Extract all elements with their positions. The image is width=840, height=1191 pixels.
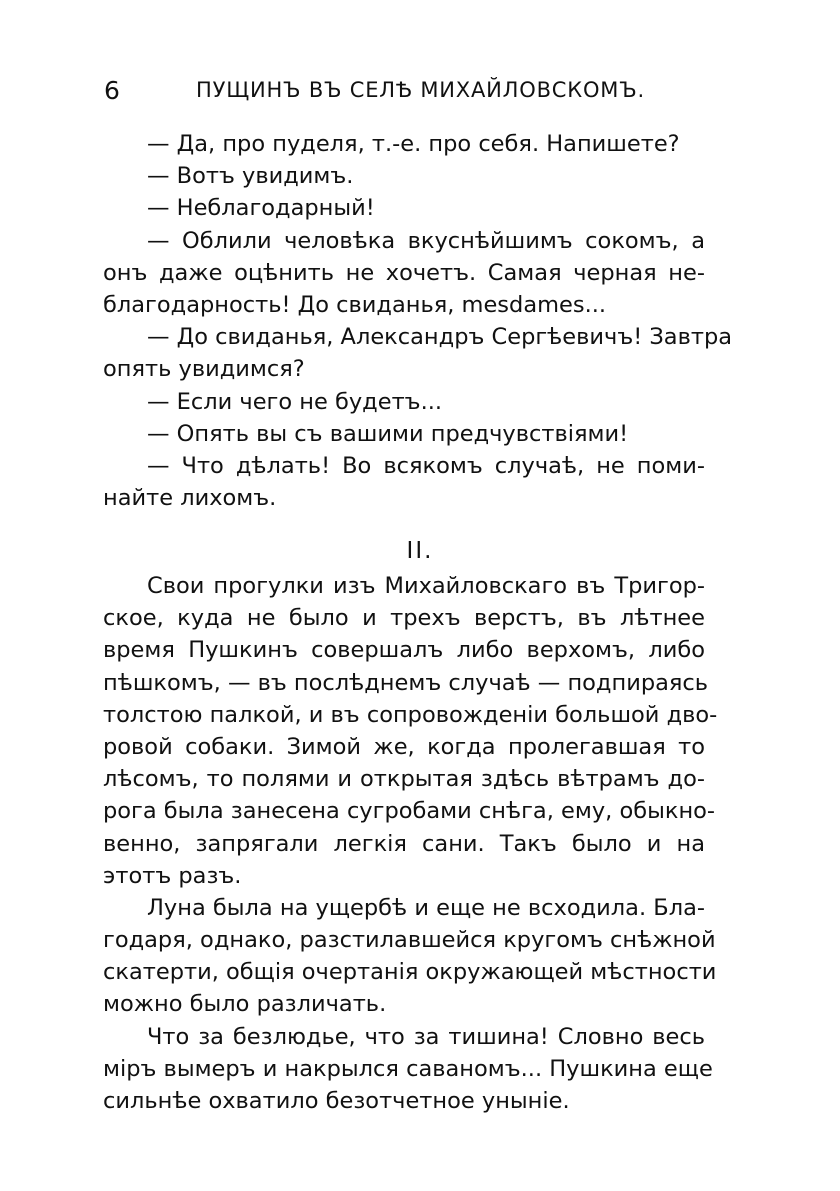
page-number: 6 bbox=[104, 76, 120, 105]
text-line: пѣшкомъ, — въ послѣднемъ случаѣ — подпираясь bbox=[103, 669, 709, 696]
text-line: толстою палкой, и въ сопровожденіи большой дво- bbox=[103, 701, 718, 728]
text-line: найте лихомъ. bbox=[103, 485, 277, 512]
text-line: сильнѣе охватило безотчетное уныніе. bbox=[103, 1088, 570, 1114]
text-line: ское, куда не было и трехъ верстъ, въ лѣтнее bbox=[103, 605, 705, 632]
running-title: ПУЩИНЪ ВЪ СЕЛѢ МИХАЙЛОВСКОМЪ. bbox=[196, 78, 645, 102]
text-line: рога была занесена сугробами снѣга, ему, обыкно- bbox=[103, 798, 716, 825]
text-line: онъ даже оцѣнить не хочетъ. Самая черная не- bbox=[103, 259, 705, 286]
narrative-section bbox=[103, 570, 718, 1117]
text-line: время Пушкинъ совершалъ либо верхомъ, либо bbox=[103, 637, 705, 664]
dialogue-section bbox=[103, 128, 733, 514]
text-line: годаря, однако, разстилавшейся кругомъ снѣжной bbox=[103, 927, 716, 954]
text-line: — Облили человѣка вкуснѣйшимъ сокомъ, а bbox=[147, 227, 705, 254]
text-line: опять увидимся? bbox=[103, 356, 305, 383]
section-number: II. bbox=[406, 538, 434, 564]
text-line: лѣсомъ, то полями и открытая здѣсь вѣтрамъ до- bbox=[103, 766, 705, 793]
text-line: этотъ разъ. bbox=[103, 862, 242, 889]
text-line: венно, запрягали легкія сани. Такъ было и на bbox=[103, 830, 705, 857]
text-line: Свои прогулки изъ Михайловскаго въ Тригор- bbox=[147, 573, 705, 599]
text-line: — Вотъ увидимъ. bbox=[147, 163, 354, 190]
text-line: можно было различать. bbox=[103, 991, 387, 1018]
text-line: — До свиданья, Александръ Сергѣевичъ! Завтра bbox=[147, 324, 733, 351]
text-line: скатерти, общія очертанія окружающей мѣстности bbox=[103, 959, 717, 986]
text-line: — Если чего не будетъ... bbox=[147, 388, 443, 415]
text-line: ровой собаки. Зимой же, когда пролегавшая то bbox=[103, 733, 705, 760]
text-line: — Что дѣлать! Во всякомъ случаѣ, не поми- bbox=[147, 452, 705, 479]
text-line: Луна была на ущербѣ и еще не всходила. Бла- bbox=[147, 894, 705, 921]
text-line: — Опять вы съ вашими предчувствіями! bbox=[147, 420, 629, 447]
text-line: — Да, про пуделя, т.-е. про себя. Напишете? bbox=[147, 131, 680, 157]
page-header bbox=[104, 76, 704, 112]
text-line: Что за безлюдье, что за тишина! Словно весь bbox=[147, 1023, 705, 1050]
text-line: міръ вымеръ и накрылся саваномъ... Пушкина еще bbox=[103, 1055, 713, 1082]
text-line: — Неблагодарный! bbox=[147, 195, 375, 222]
text-line: благодарность! До свиданья, mesdames... bbox=[103, 291, 607, 318]
